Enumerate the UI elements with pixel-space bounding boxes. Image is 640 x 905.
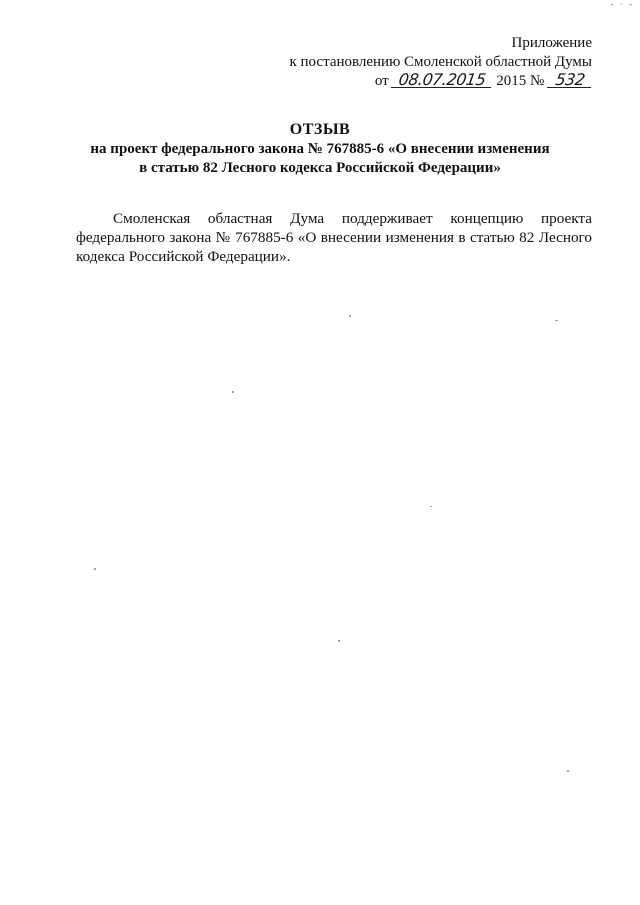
scan-speck [232, 391, 234, 393]
handwritten-date: 08.07.2015 [391, 73, 493, 88]
handwritten-number: 532 [547, 73, 593, 88]
document-title-block [60, 120, 580, 178]
annex-title: Приложение [511, 35, 592, 51]
annex-header [289, 34, 592, 91]
scan-speck [349, 315, 351, 317]
document-body-paragraph: Смоленская областная Дума поддерживает концепцию проекта федерального закона № 767885-6 «О внесении изменения в статью 82 Лесного кодекса Российской Федерации». [76, 210, 592, 265]
scan-speck [430, 506, 432, 507]
scan-corner-mark: - · - [610, 0, 634, 9]
document-heading: ОТЗЫВ [289, 121, 351, 138]
scan-speck [567, 770, 569, 772]
annex-date-number-line [289, 72, 592, 91]
document-subject-line-2: в статью 82 Лесного кодекса Российской Федерации» [139, 160, 501, 176]
scan-speck [555, 320, 558, 321]
document-subject-line-1: на проект федерального закона № 767885-6 «О внесении изменения [90, 141, 550, 157]
annex-from-label: от [374, 73, 389, 89]
scan-speck [94, 568, 96, 570]
annex-resolution-ref: к постановлению Смоленской областной Думы [289, 54, 592, 70]
annex-year-number-label: 2015 № [496, 73, 545, 89]
scan-speck [338, 640, 340, 642]
